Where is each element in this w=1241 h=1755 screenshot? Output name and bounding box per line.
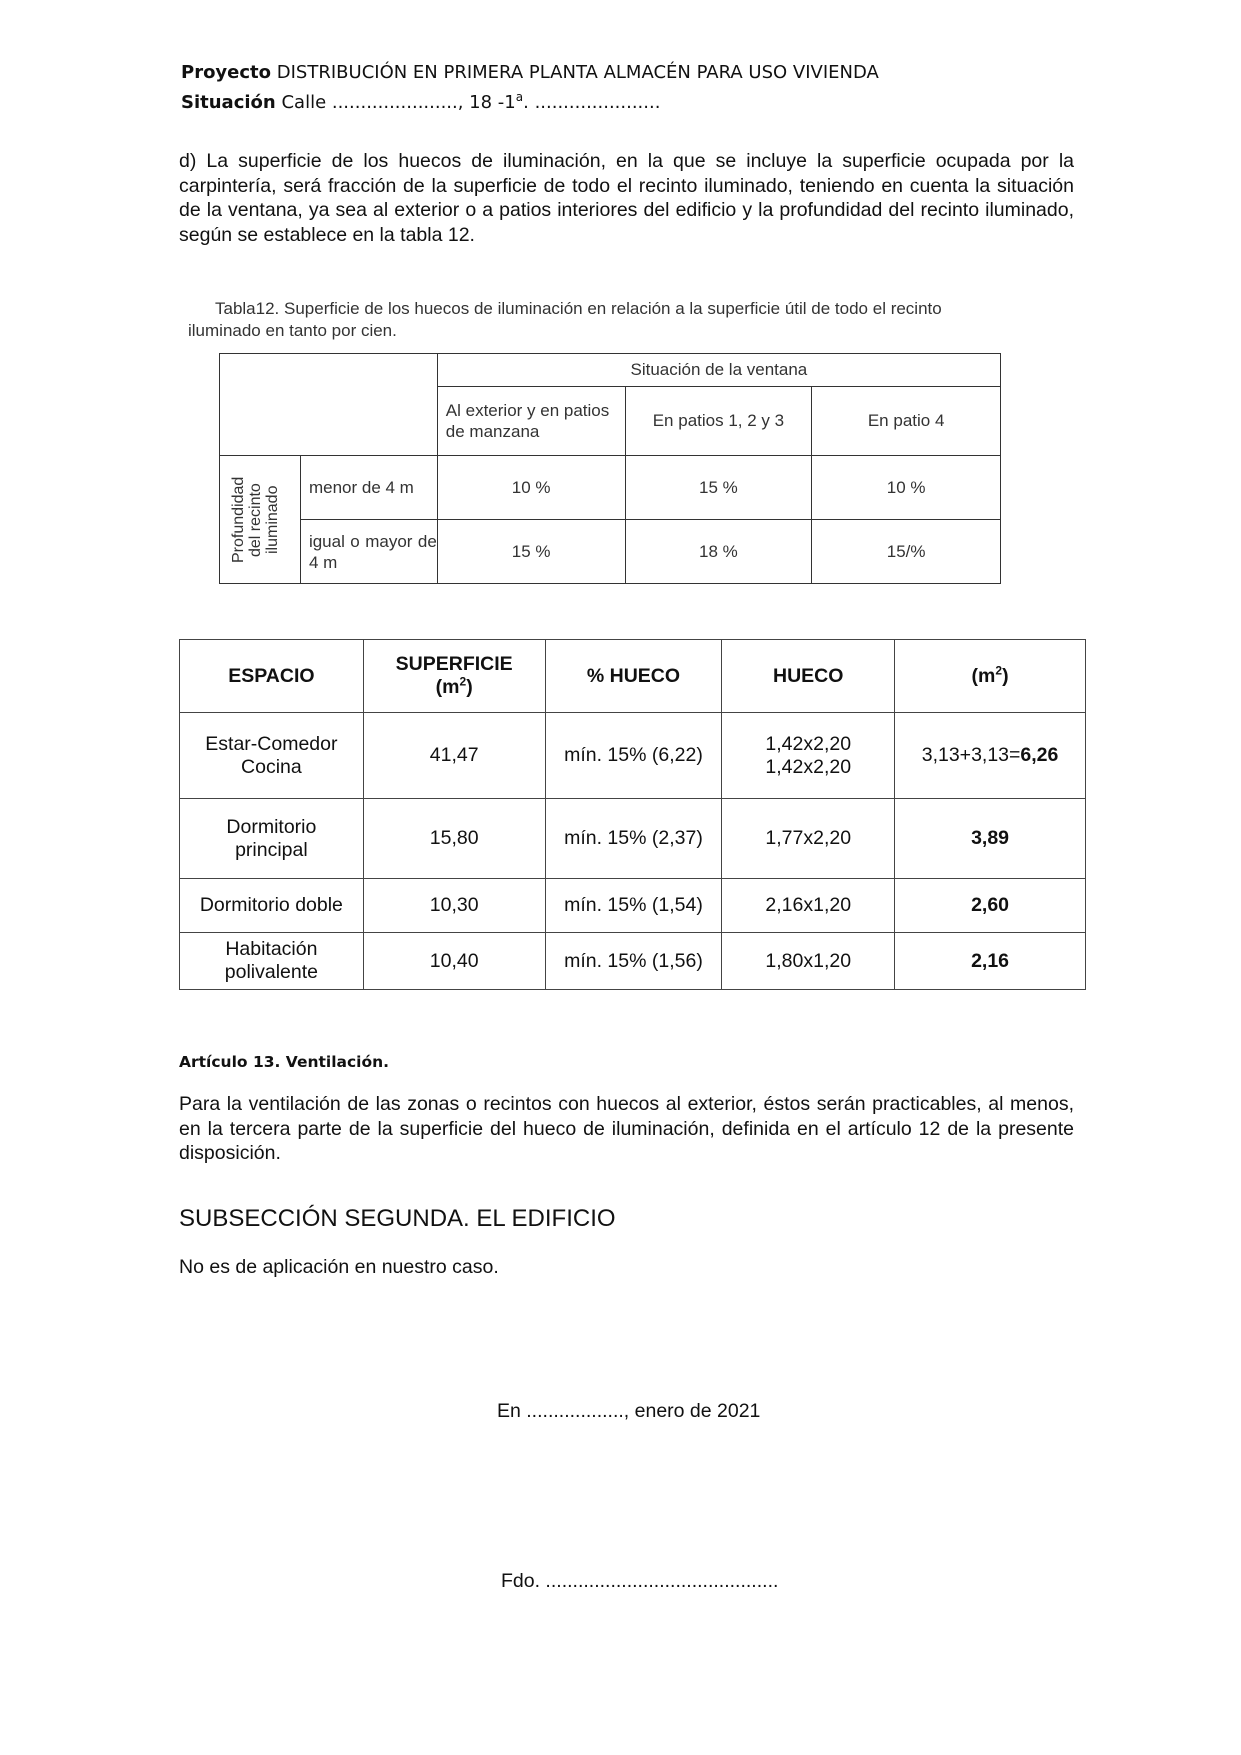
article13-body: Para la ventilación de las zonas o recintos con huecos al exterior, éstos serán practicables, al menos, en la tercera parte de la superficie del hueco de iluminación, definida en el artículo 12 de la presente disposición. [179, 1093, 1074, 1164]
cell-hueco: 2,16x1,20 [722, 879, 895, 933]
col-header-area: $(m^2)$ [895, 640, 1086, 713]
article13-title: Artículo 13. Ventilación. [179, 1053, 390, 1071]
cell-espacio: Estar-Comedor Cocina [180, 713, 364, 799]
cell-superficie: 41,47 [363, 713, 545, 799]
cell-area: 2,60 [895, 879, 1086, 933]
table12-col-header: Al exterior y en patios de manzana [437, 387, 625, 456]
table12-col-header: En patios 1, 2 y 3 [625, 387, 812, 456]
location-line [181, 92, 660, 113]
table12 [219, 353, 1001, 584]
cell-superficie: 10,30 [363, 879, 545, 933]
cell-espacio: Dormitorio principal [180, 799, 364, 879]
cell-pct-hueco: mín. 15% (1,56) [545, 933, 722, 990]
table-row [180, 799, 1086, 879]
table12-row-label: menor de 4 m [300, 456, 437, 520]
location-value: Calle ......................, 18 -1 [281, 92, 516, 113]
cell-superficie: 15,80 [363, 799, 545, 879]
col-header-pct-hueco: % HUECO [545, 640, 722, 713]
col-header-hueco: HUECO [722, 640, 895, 713]
cell-pct-hueco: mín. 15% (1,54) [545, 879, 722, 933]
table12-caption-line1: Tabla12. Superficie de los huecos de iluminación en relación a la superficie útil de todo el recinto [215, 299, 942, 318]
table12-cell: 18 % [625, 520, 812, 584]
table12-group-header: Situación de la ventana [437, 354, 1000, 387]
cell-hueco: 1,77x2,20 [722, 799, 895, 879]
cell-area: 3,89 [895, 799, 1086, 879]
table-header-row [180, 640, 1086, 713]
table12-corner-cell [220, 354, 438, 456]
cell-hueco: 1,80x1,20 [722, 933, 895, 990]
cell-pct-hueco: mín. 15% (6,22) [545, 713, 722, 799]
table12-cell: 10 % [437, 456, 625, 520]
table12-row-group-label: Profundidad del recinto iluminado [220, 456, 301, 584]
table12-cell: 15/% [812, 520, 1001, 584]
cell-hueco: 1,42x2,20 1,42x2,20 [722, 713, 895, 799]
subsection-body: No es de aplicación en nuestro caso. [179, 1256, 499, 1278]
subsection-title: SUBSECCIÓN SEGUNDA. EL EDIFICIO [179, 1205, 616, 1232]
table12-caption [188, 298, 1068, 342]
signature-line: Fdo. ........................................... [501, 1570, 779, 1592]
table12-cell: 10 % [812, 456, 1001, 520]
spaces-table [179, 639, 1086, 990]
place-date-line: En .................., enero de 2021 [497, 1400, 761, 1422]
table12-cell: 15 % [437, 520, 625, 584]
table-row [180, 879, 1086, 933]
intro-paragraph: d) La superficie de los huecos de iluminación, en la que se incluye la superficie ocupada por la carpintería, será fracción de la superficie de todo el recinto iluminado, teniendo en cuenta la situación de la ventana, ya sea al exterior o a patios interiores del edificio y la profundidad del recinto iluminado, según se establece en la tabla 12. [179, 150, 1074, 246]
location-value-tail: . ...................... [523, 92, 661, 113]
table-row [180, 933, 1086, 990]
table12-row-label: igual o mayor de 4 m [300, 520, 437, 584]
table12-caption-line2: iluminado en tanto por cien. [188, 321, 397, 340]
table12-cell: 15 % [625, 456, 812, 520]
table-row [180, 713, 1086, 799]
cell-espacio: Habitación polivalente [180, 933, 364, 990]
project-label: Proyecto [181, 62, 272, 83]
cell-pct-hueco: mín. 15% (2,37) [545, 799, 722, 879]
table12-col-header: En patio 4 [812, 387, 1001, 456]
project-line [181, 62, 879, 83]
cell-espacio: Dormitorio doble [180, 879, 364, 933]
location-sup: a [515, 90, 524, 104]
project-title: DISTRIBUCIÓN EN PRIMERA PLANTA ALMACÉN PARA USO VIVIENDA [276, 62, 879, 83]
col-header-espacio: ESPACIO [180, 640, 364, 713]
cell-area: 2,16 [895, 933, 1086, 990]
location-label: Situación [181, 92, 276, 113]
cell-superficie: 10,40 [363, 933, 545, 990]
col-header-superficie: SUPERFICIE $(m^2)$ [363, 640, 545, 713]
cell-area: 3,13+3,13=6,26 [895, 713, 1086, 799]
